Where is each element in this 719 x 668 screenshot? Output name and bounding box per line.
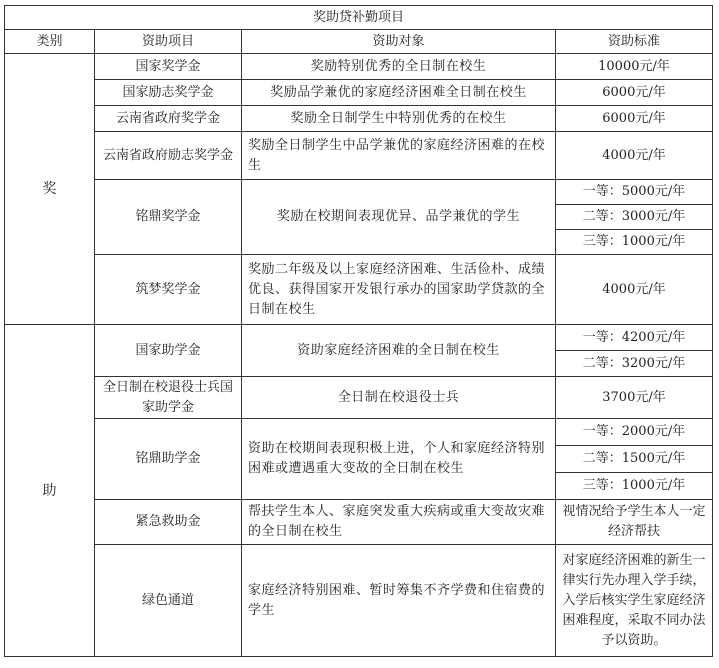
standard-mingding-grant-first: 一等：2000元/年 (556, 419, 713, 446)
target-mingding-grant: 资助在校期间表现积极上进，个人和家庭经济特别困难或遭遇重大变故的全日制在校生 (242, 419, 556, 500)
standard-emergency-aid: 视情况给予学生本人一定经济帮扶 (556, 500, 713, 545)
table-row (5, 377, 713, 419)
header-target: 资助对象 (242, 30, 556, 54)
target-mingding-scholarship: 奖励在校期间表现优异、品学兼优的学生 (242, 180, 556, 255)
table-header-row (5, 30, 713, 54)
standard-mingding-grant-third: 三等：1000元/年 (556, 473, 713, 500)
target-national-grant: 资助家庭经济困难的全日制在校生 (242, 325, 556, 377)
table-row (5, 500, 713, 545)
standard-yunnan-encouragement: 4000元/年 (556, 132, 713, 180)
header-category: 类别 (5, 30, 95, 54)
table-row (5, 54, 713, 80)
standard-mingding-scholarship-third: 三等：1000元/年 (556, 230, 713, 255)
table-row (5, 325, 713, 351)
table-row (5, 255, 713, 325)
subsidy-table (4, 5, 713, 657)
standard-mingding-scholarship-second: 二等：3000元/年 (556, 205, 713, 230)
standard-mingding-scholarship-first: 一等：5000元/年 (556, 180, 713, 205)
target-veteran-grant: 全日制在校退役士兵 (242, 377, 556, 419)
standard-green-channel: 对家庭经济困难的新生一律实行先办理入学手续，入学后核实学生家庭经济困难程度，采取不同办法予以资助。 (556, 545, 713, 657)
item-mingding-grant: 铭鼎助学金 (95, 419, 242, 500)
standard-national-encouragement: 6000元/年 (556, 80, 713, 106)
item-national-encouragement: 国家励志奖学金 (95, 80, 242, 106)
table-title-row (5, 6, 713, 30)
target-national-encouragement: 奖励品学兼优的家庭经济困难全日制在校生 (242, 80, 556, 106)
item-yunnan-encouragement: 云南省政府励志奖学金 (95, 132, 242, 180)
table-row (5, 80, 713, 106)
item-mingding-scholarship: 铭鼎奖学金 (95, 180, 242, 255)
category-aid: 助 (5, 325, 95, 657)
standard-mingding-grant-second: 二等：1500元/年 (556, 446, 713, 473)
table-title: 奖助贷补勤项目 (5, 6, 713, 30)
item-national-scholarship: 国家奖学金 (95, 54, 242, 80)
target-yunnan-encouragement: 奖励全日制学生中品学兼优的家庭经济困难的在校生 (242, 132, 556, 180)
table-row (5, 132, 713, 180)
item-national-grant: 国家助学金 (95, 325, 242, 377)
category-reward: 奖 (5, 54, 95, 325)
table-row (5, 106, 713, 132)
table-row (5, 545, 713, 657)
standard-national-grant-second: 二等：3200元/年 (556, 351, 713, 377)
standard-national-scholarship: 10000元/年 (556, 54, 713, 80)
target-yunnan-scholarship: 奖励全日制学生中特别优秀的在校生 (242, 106, 556, 132)
item-zhumeng-scholarship: 筑梦奖学金 (95, 255, 242, 325)
target-emergency-aid: 帮扶学生本人、家庭突发重大疾病或重大变故灾难的全日制在校生 (242, 500, 556, 545)
item-yunnan-scholarship: 云南省政府奖学金 (95, 106, 242, 132)
standard-national-grant-first: 一等：4200元/年 (556, 325, 713, 351)
target-green-channel: 家庭经济特别困难、暂时筹集不齐学费和住宿费的学生 (242, 545, 556, 657)
header-item: 资助项目 (95, 30, 242, 54)
item-green-channel: 绿色通道 (95, 545, 242, 657)
standard-yunnan-scholarship: 6000元/年 (556, 106, 713, 132)
target-zhumeng-scholarship: 奖励二年级及以上家庭经济困难、生活俭朴、成绩优良、获得国家开发银行承办的国家助学贷款的全日制在校生 (242, 255, 556, 325)
standard-veteran-grant: 3700元/年 (556, 377, 713, 419)
standard-zhumeng-scholarship: 4000元/年 (556, 255, 713, 325)
header-standard: 资助标准 (556, 30, 713, 54)
table-row (5, 180, 713, 205)
table-row (5, 419, 713, 446)
item-emergency-aid: 紧急救助金 (95, 500, 242, 545)
target-national-scholarship: 奖励特别优秀的全日制在校生 (242, 54, 556, 80)
item-veteran-grant: 全日制在校退役士兵国家助学金 (95, 377, 242, 419)
